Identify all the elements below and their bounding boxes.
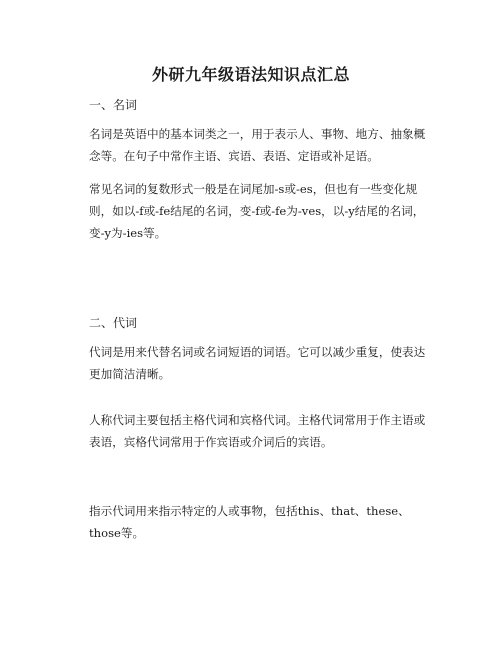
section-heading-nouns: 一、名词 xyxy=(89,98,138,112)
paragraph: 名词是英语中的基本词类之一，用于表示人、事物、地方、抽象概念等。在句子中常作主语、宾语、表语、定语或补足语。 xyxy=(89,127,426,163)
paragraph: 代词是用来代替名词或名词短语的词语。它可以减少重复，使表达更加简洁清晰。 xyxy=(89,345,426,381)
paragraph: 人称代词主要包括主格代词和宾格代词。主格代词常用于作主语或表语，宾格代词常用于作宾语或介词后的宾语。 xyxy=(89,413,426,449)
paragraph: 常见名词的复数形式一般是在词尾加-s或-es，但也有一些变化规则，如以-f或-fe结尾的名词，变-f或-fe为-ves，以-y结尾的名词，变-y为-ies等。 xyxy=(89,182,425,240)
section-heading-pronouns: 二、代词 xyxy=(89,316,138,330)
paragraph: 指示代词用来指示特定的人或事物，包括this、that、these、those等。 xyxy=(89,504,410,540)
document-title: 外研九年级语法知识点汇总 xyxy=(151,65,350,84)
